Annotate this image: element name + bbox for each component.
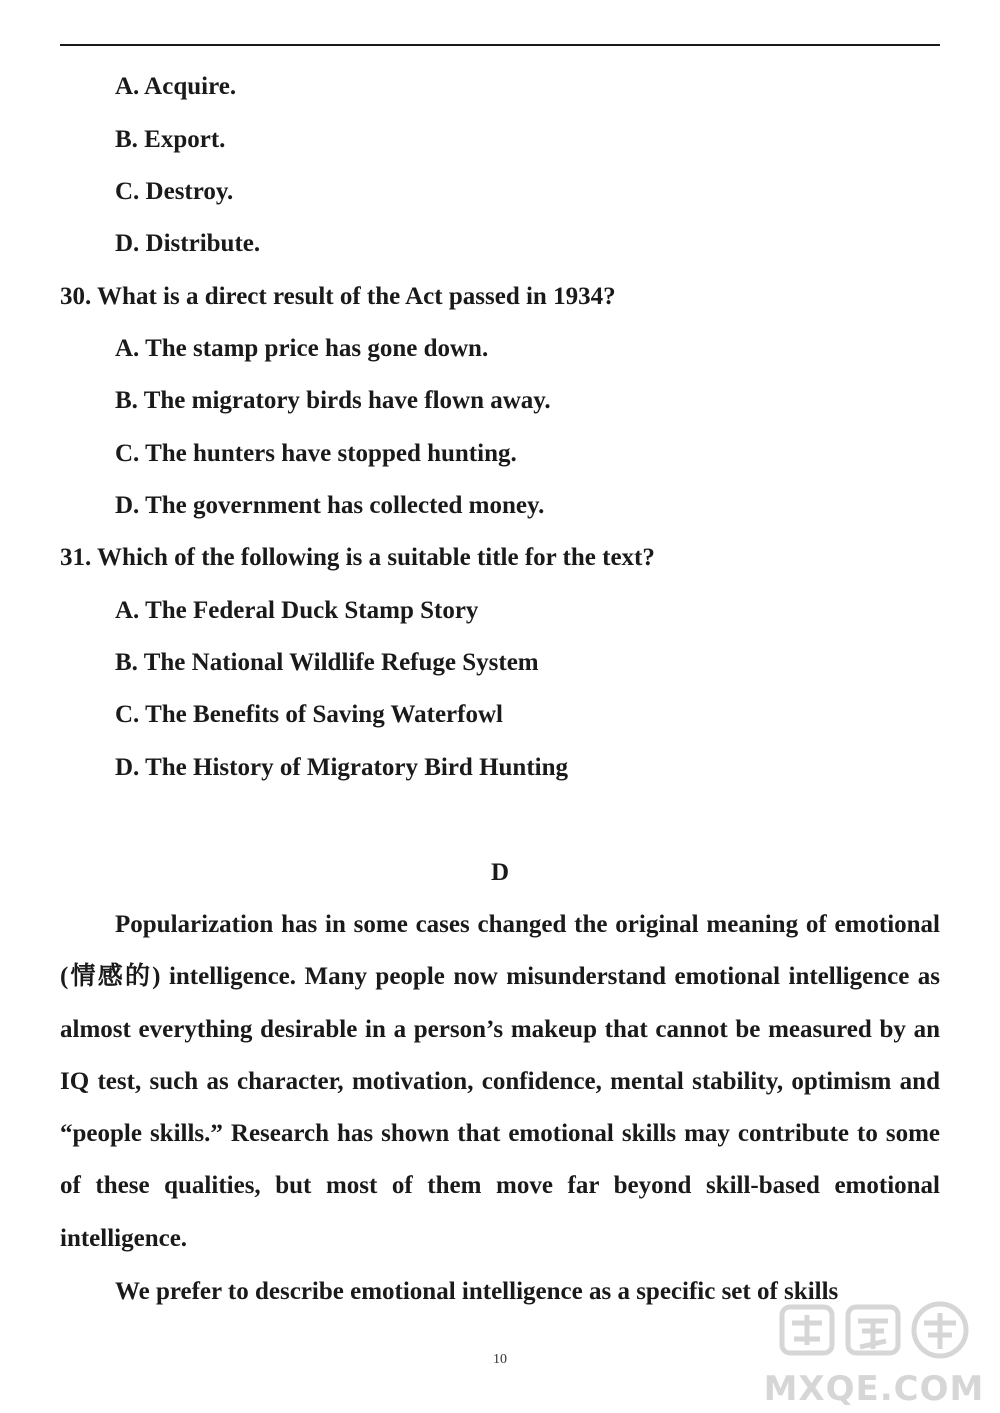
- passage-paragraph-2: We prefer to describe emotional intelligence as a specific set of skills: [115, 1278, 839, 1305]
- q30-option-a: A. The stamp price has gone down.: [115, 335, 489, 362]
- q31-option-b: B. The National Wildlife Refuge System: [115, 649, 539, 676]
- watermark-text: MXQE.COM: [763, 1369, 985, 1409]
- q31-option-c: C. The Benefits of Saving Waterfowl: [115, 701, 503, 728]
- q29-option-c: C. Destroy.: [115, 178, 234, 205]
- section-heading: D: [490, 859, 510, 886]
- q31-option-a: A. The Federal Duck Stamp Story: [115, 597, 479, 624]
- q31-question: 31. Which of the following is a suitable title for the text?: [60, 544, 655, 571]
- watermark-logo-icon: [774, 1299, 974, 1361]
- page-number: 10: [493, 1352, 507, 1367]
- q29-option-a: A. Acquire.: [115, 73, 237, 100]
- passage-paragraph-1: Popularization has in some cases changed the original meaning of emotional (情感的) intelligence. Many people now misunderstand emotional intelligence as almost everything desirable in a person’s makeup that cannot be measured by an IQ test, such as character, motivation, confidence, mental stability, optimism and “people skills.” Research has shown that emotional skills may contribute to some of these qualities, but most of them move far beyond skill-based emotional intelligence.: [60, 911, 940, 1252]
- q30-option-d: D. The government has collected money.: [115, 492, 545, 519]
- q30-question: 30. What is a direct result of the Act passed in 1934?: [60, 283, 616, 310]
- q31-option-d: D. The History of Migratory Bird Hunting: [115, 754, 569, 781]
- q30-option-b: B. The migratory birds have flown away.: [115, 387, 551, 414]
- q30-option-c: C. The hunters have stopped hunting.: [115, 440, 517, 467]
- q29-option-b: B. Export.: [115, 126, 226, 153]
- header-rule: [60, 44, 940, 46]
- q29-option-d: D. Distribute.: [115, 230, 261, 257]
- site-watermark: [754, 1299, 994, 1409]
